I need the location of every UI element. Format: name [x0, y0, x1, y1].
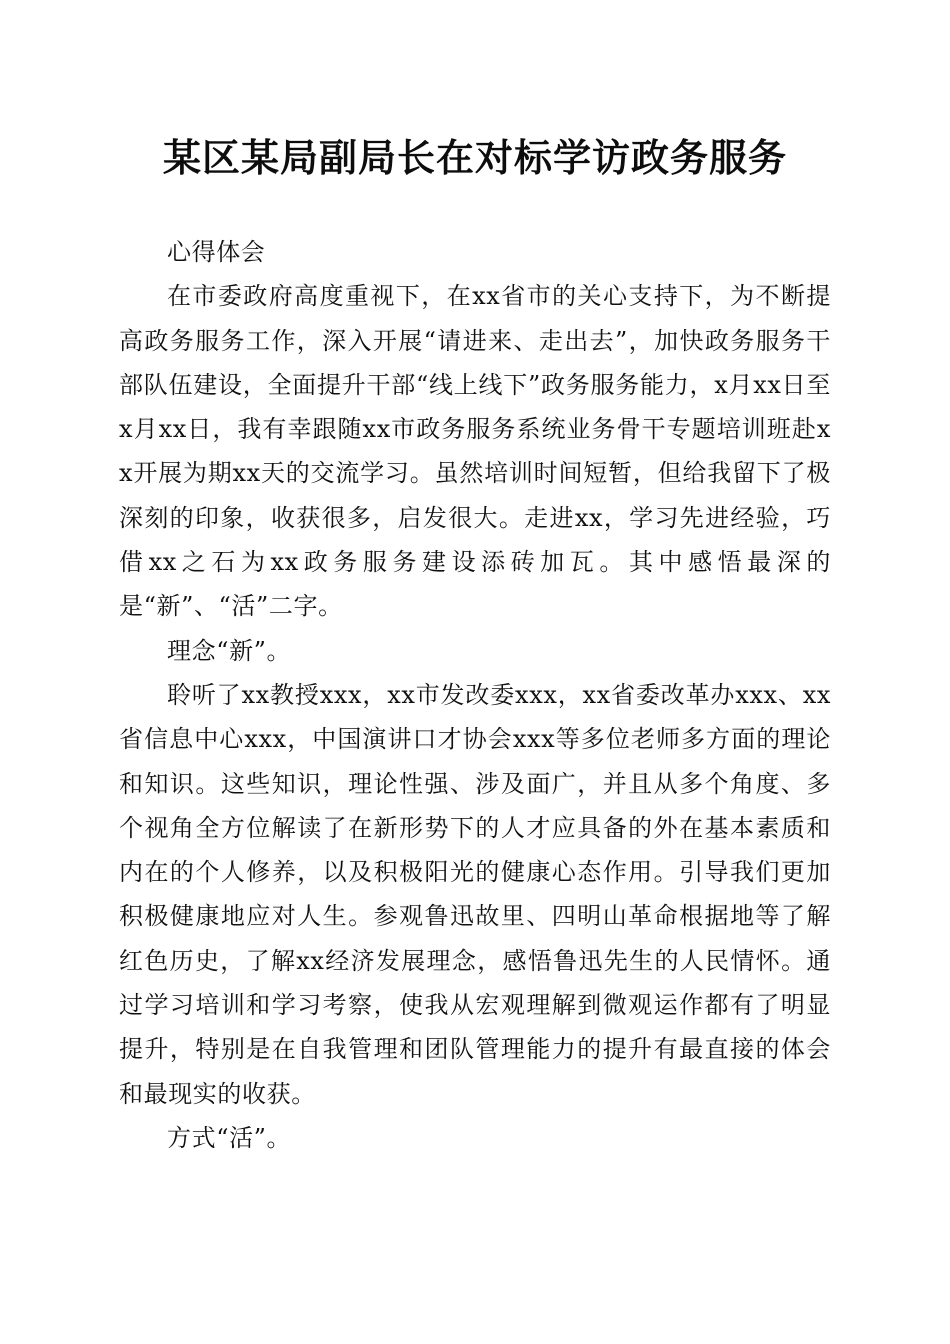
paragraph-intro: 在市委政府高度重视下，在xx省市的关心支持下，为不断提高政务服务工作，深入开展“请进来、走出去”，加快政务服务干部队伍建设，全面提升干部“线上线下”政务服务能力，x月xx日至x月xx日，我有幸跟随xx市政务服务系统业务骨干专题培训班赴xx开展为期xx天的交流学习。虽然培训时间短暂，但给我留下了极深刻的印象，收获很多，启发很大。走进xx，学习先进经验，巧借xx之石为xx政务服务建设添砖加瓦。其中感悟最深的是“新”、“活”二字。: [119, 282, 831, 621]
document-body: [119, 230, 831, 1160]
paragraph-subtitle: 心得体会: [167, 238, 266, 266]
section-heading-method: 方式“活”。: [167, 1123, 292, 1152]
section-heading-concept: 理念“新”。: [167, 636, 292, 665]
document-title: 某区某局副局长在对标学访政务服务: [162, 135, 787, 180]
paragraph-concept: 聆听了xx教授xxx，xx市发改委xxx，xx省委改革办xxx、xx省信息中心xxx，中国演讲口才协会xxx等多位老师多方面的理论和知识。这些知识，理论性强、涉及面广，并且从多个角度、多个视角全方位解读了在新形势下的人才应具备的外在基本素质和内在的个人修养，以及积极阳光的健康心态作用。引导我们更加积极健康地应对人生。参观鲁迅故里、四明山革命根据地等了解红色历史，了解xx经济发展理念，感悟鲁迅先生的人民情怀。通过学习培训和学习考察，使我从宏观理解到微观运作都有了明显提升，特别是在自我管理和团队管理能力的提升有最直接的体会和最现实的收获。: [119, 680, 831, 1108]
